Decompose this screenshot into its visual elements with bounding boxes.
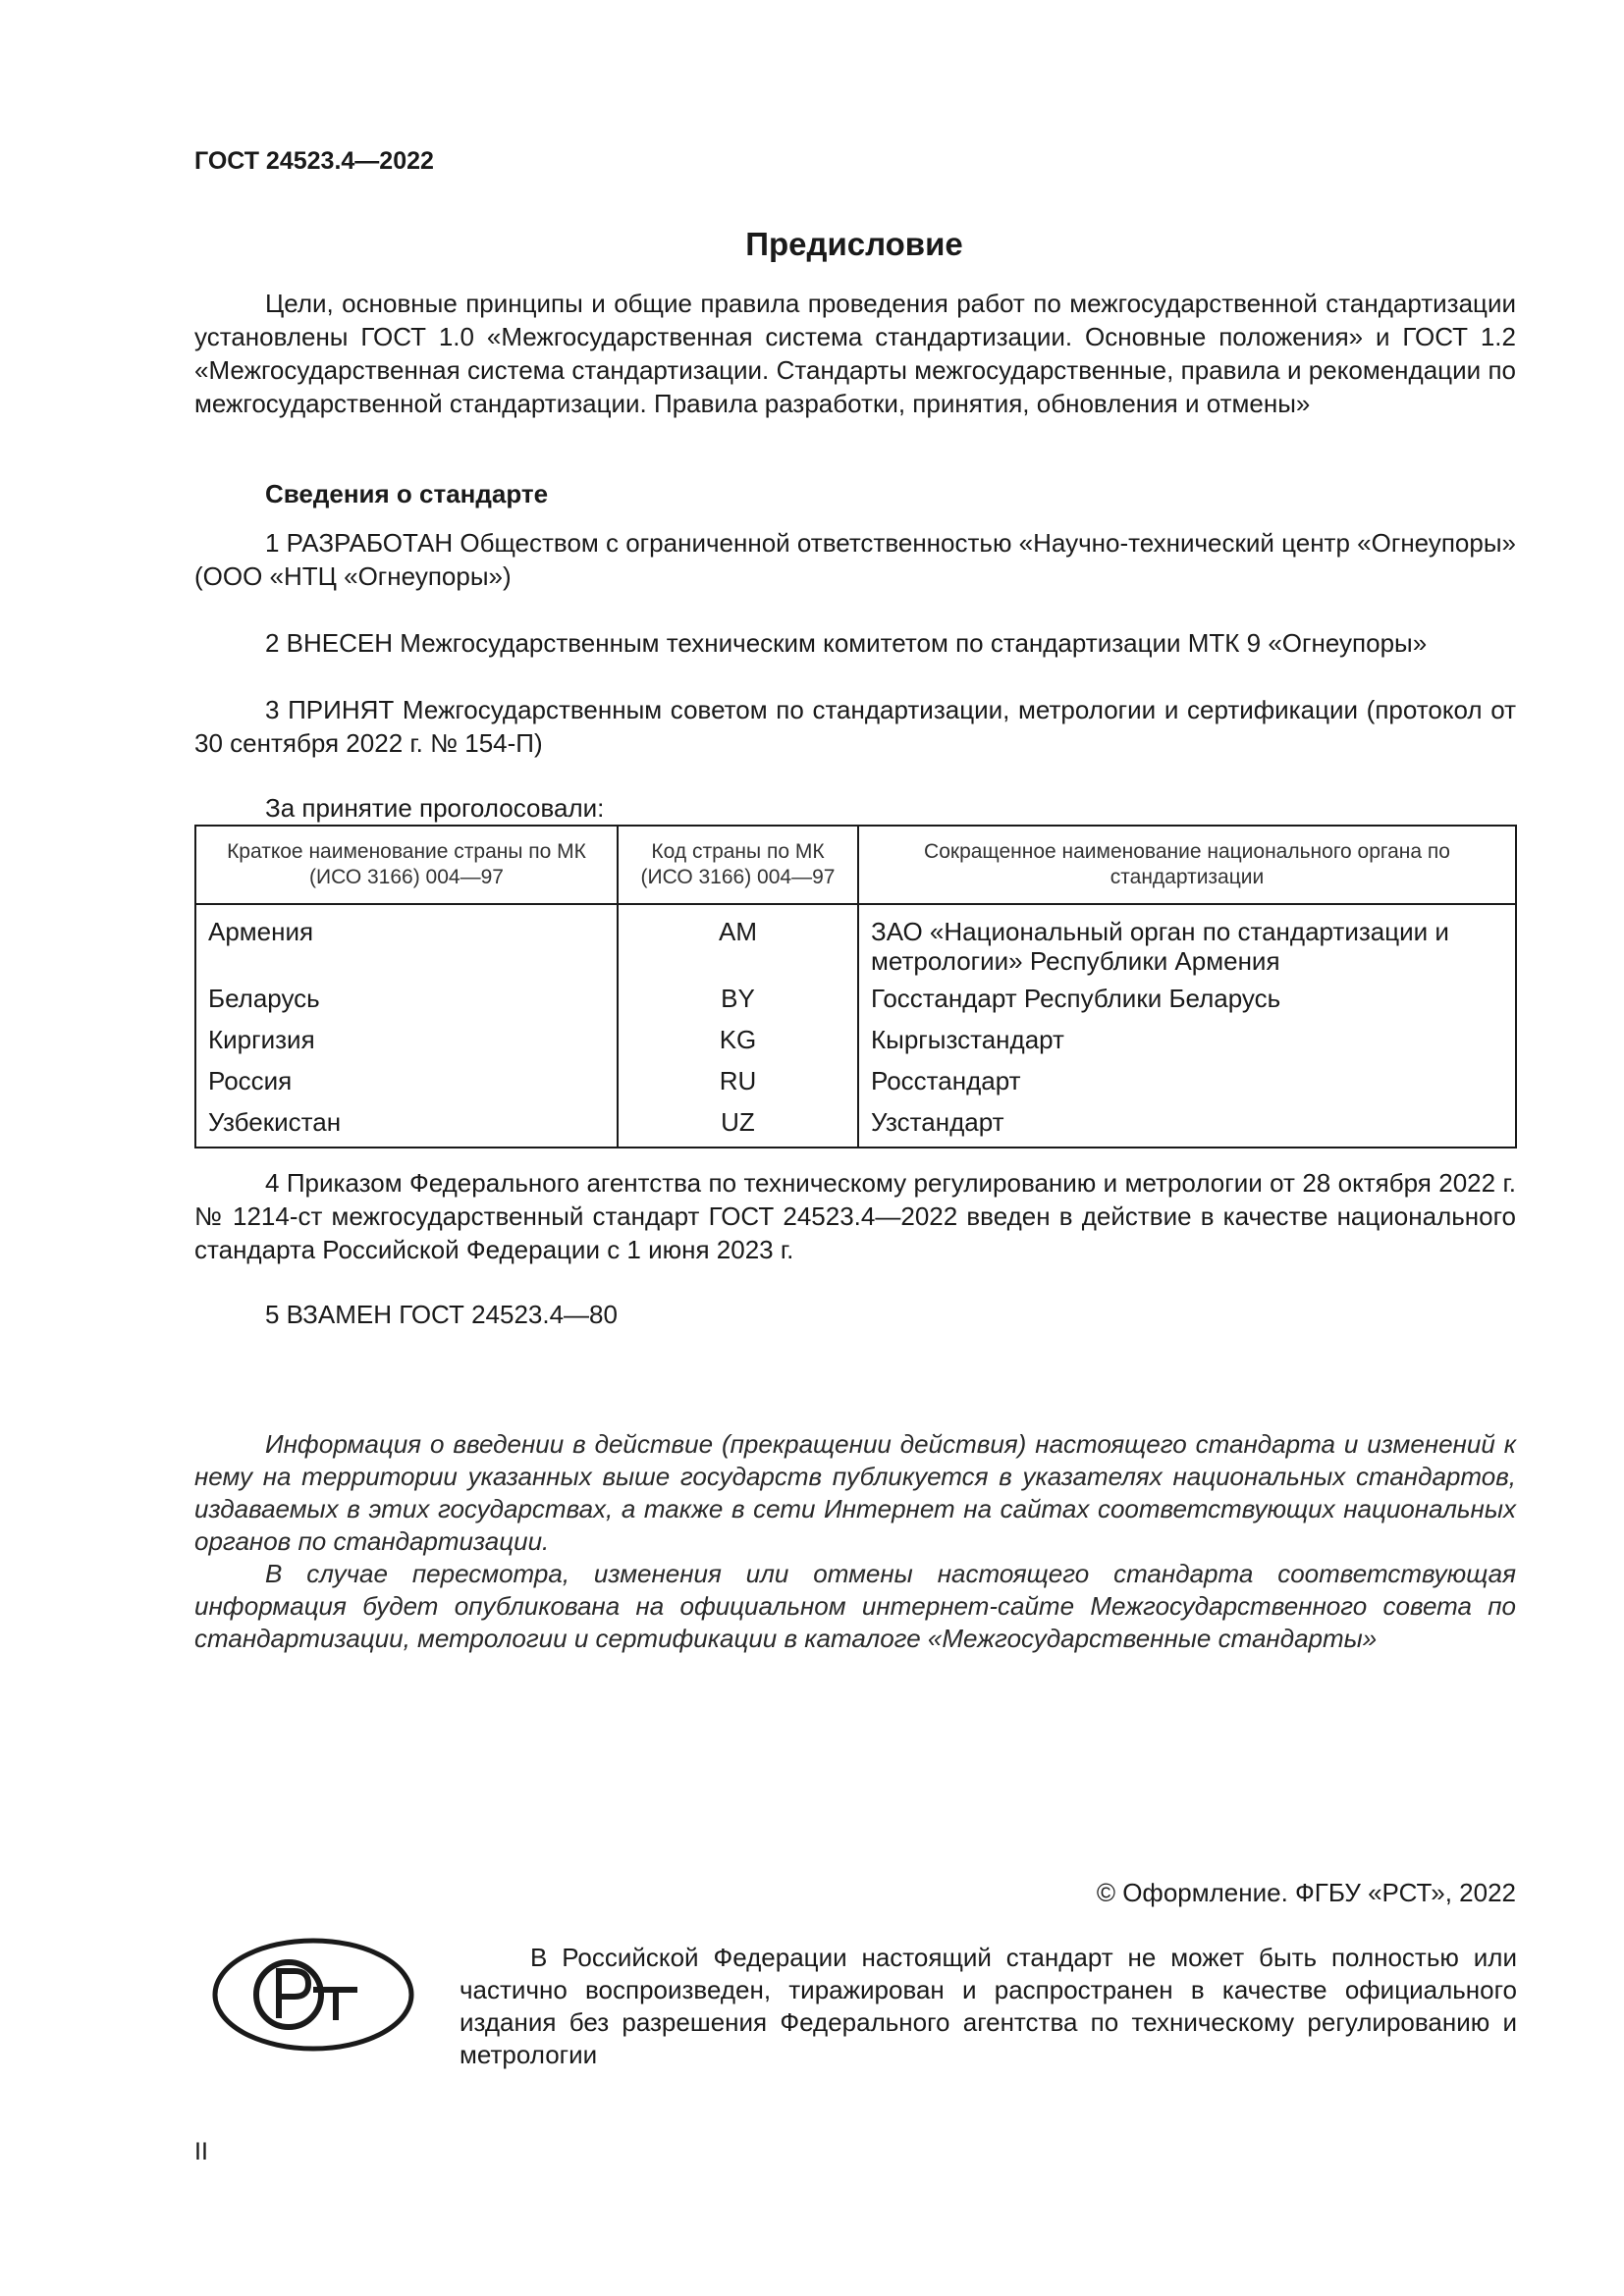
page-number: II	[194, 2138, 208, 2165]
item-adopted: 3 ПРИНЯТ Межгосударственным советом по стандартизации, метрологии и сертификации (протокол от 30 сентября 2022 г. № 154-П)	[194, 695, 1516, 758]
item-developed: 1 РАЗРАБОТАН Обществом с ограниченной ответственностью «Научно-технический центр «Огнеупоры» (ООО «НТЦ «Огнеупоры»)	[194, 528, 1516, 591]
body-cell: Узстандарт	[858, 1103, 1516, 1148]
item-replaces: 5 ВЗАМЕН ГОСТ 24523.4—80	[265, 1300, 618, 1329]
header-code: Код страны по МК (ИСО 3166) 004—97	[618, 826, 858, 904]
table-row	[195, 1062, 1516, 1103]
voted-label: За принятие проголосовали:	[265, 793, 605, 823]
section-title: Сведения о стандарте	[265, 479, 549, 508]
voting-table	[194, 825, 1517, 1148]
header-body: Сокращенное наименование национального органа по стандартизации	[858, 826, 1516, 904]
code-cell: BY	[618, 980, 858, 1021]
copyright-notice: В Российской Федерации настоящий стандарт не может быть полностью или частично воспроизведен, тиражирован и распространен в качестве официального издания без разрешения Федерального агентства по техническому регулированию и метрологии	[460, 1943, 1517, 2069]
intro-paragraph: Цели, основные принципы и общие правила проведения работ по межгосударственной стандартизации установлены ГОСТ 1.0 «Межгосударственная система стандартизации. Основные положения» и ГОСТ 1.2 «Межгосударственная система стандартизации. Стандарты межгосударственные, правила и рекомендации по межгосударственной стандартизации. Правила разработки, принятия, обновления и отмены»	[194, 289, 1516, 418]
country-cell: Киргизия	[195, 1021, 618, 1062]
country-cell: Армения	[195, 904, 618, 980]
table-row	[195, 980, 1516, 1021]
copyright: © Оформление. ФГБУ «РСТ», 2022	[1096, 1878, 1516, 1907]
body-cell: Кыргызстандарт	[858, 1021, 1516, 1062]
code-cell: RU	[618, 1062, 858, 1103]
code-cell: KG	[618, 1021, 858, 1062]
country-cell: Беларусь	[195, 980, 618, 1021]
info-note-2: В случае пересмотра, изменения или отмены настоящего стандарта соответствующая информация будет опубликована на официальном интернет-сайте Межгосударственного совета по стандартизации, метрологии и сертификации в каталоге «Межгосударственные стандарты»	[194, 1559, 1516, 1653]
code-cell: UZ	[618, 1103, 858, 1148]
country-cell: Узбекистан	[195, 1103, 618, 1148]
page-title: Предисловие	[745, 226, 963, 262]
item-enacted: 4 Приказом Федерального агентства по техническому регулированию и метрологии от 28 октября 2022 г. № 1214-ст межгосударственный стандарт ГОСТ 24523.4—2022 введен в действие в качестве национального стандарта Российской Федерации с 1 июня 2023 г.	[194, 1168, 1516, 1264]
body-cell: Госстандарт Республики Беларусь	[858, 980, 1516, 1021]
rst-logo-icon	[210, 1936, 416, 2058]
table-row	[195, 1021, 1516, 1062]
table-row	[195, 1103, 1516, 1148]
country-cell: Россия	[195, 1062, 618, 1103]
table-header-row	[195, 826, 1516, 904]
info-note-1: Информация о введении в действие (прекращении действия) настоящего стандарта и изменений к нему на территории указанных выше государств публикуется в указателях национальных стандартов, издаваемых в этих государствах, а также в сети Интернет на сайтах соответствующих национальных органов по стандартизации.	[194, 1429, 1516, 1556]
body-cell: ЗАО «Национальный орган по стандартизации и метрологии» Республики Армения	[858, 904, 1516, 980]
item-submitted: 2 ВНЕСЕН Межгосударственным техническим комитетом по стандартизации МТК 9 «Огнеупоры»	[265, 628, 1428, 658]
body-cell: Росстандарт	[858, 1062, 1516, 1103]
code-cell: AM	[618, 904, 858, 980]
table-row	[195, 904, 1516, 980]
header-country: Краткое наименование страны по МК (ИСО 3166) 004—97	[195, 826, 618, 904]
document-id: ГОСТ 24523.4—2022	[194, 147, 434, 175]
